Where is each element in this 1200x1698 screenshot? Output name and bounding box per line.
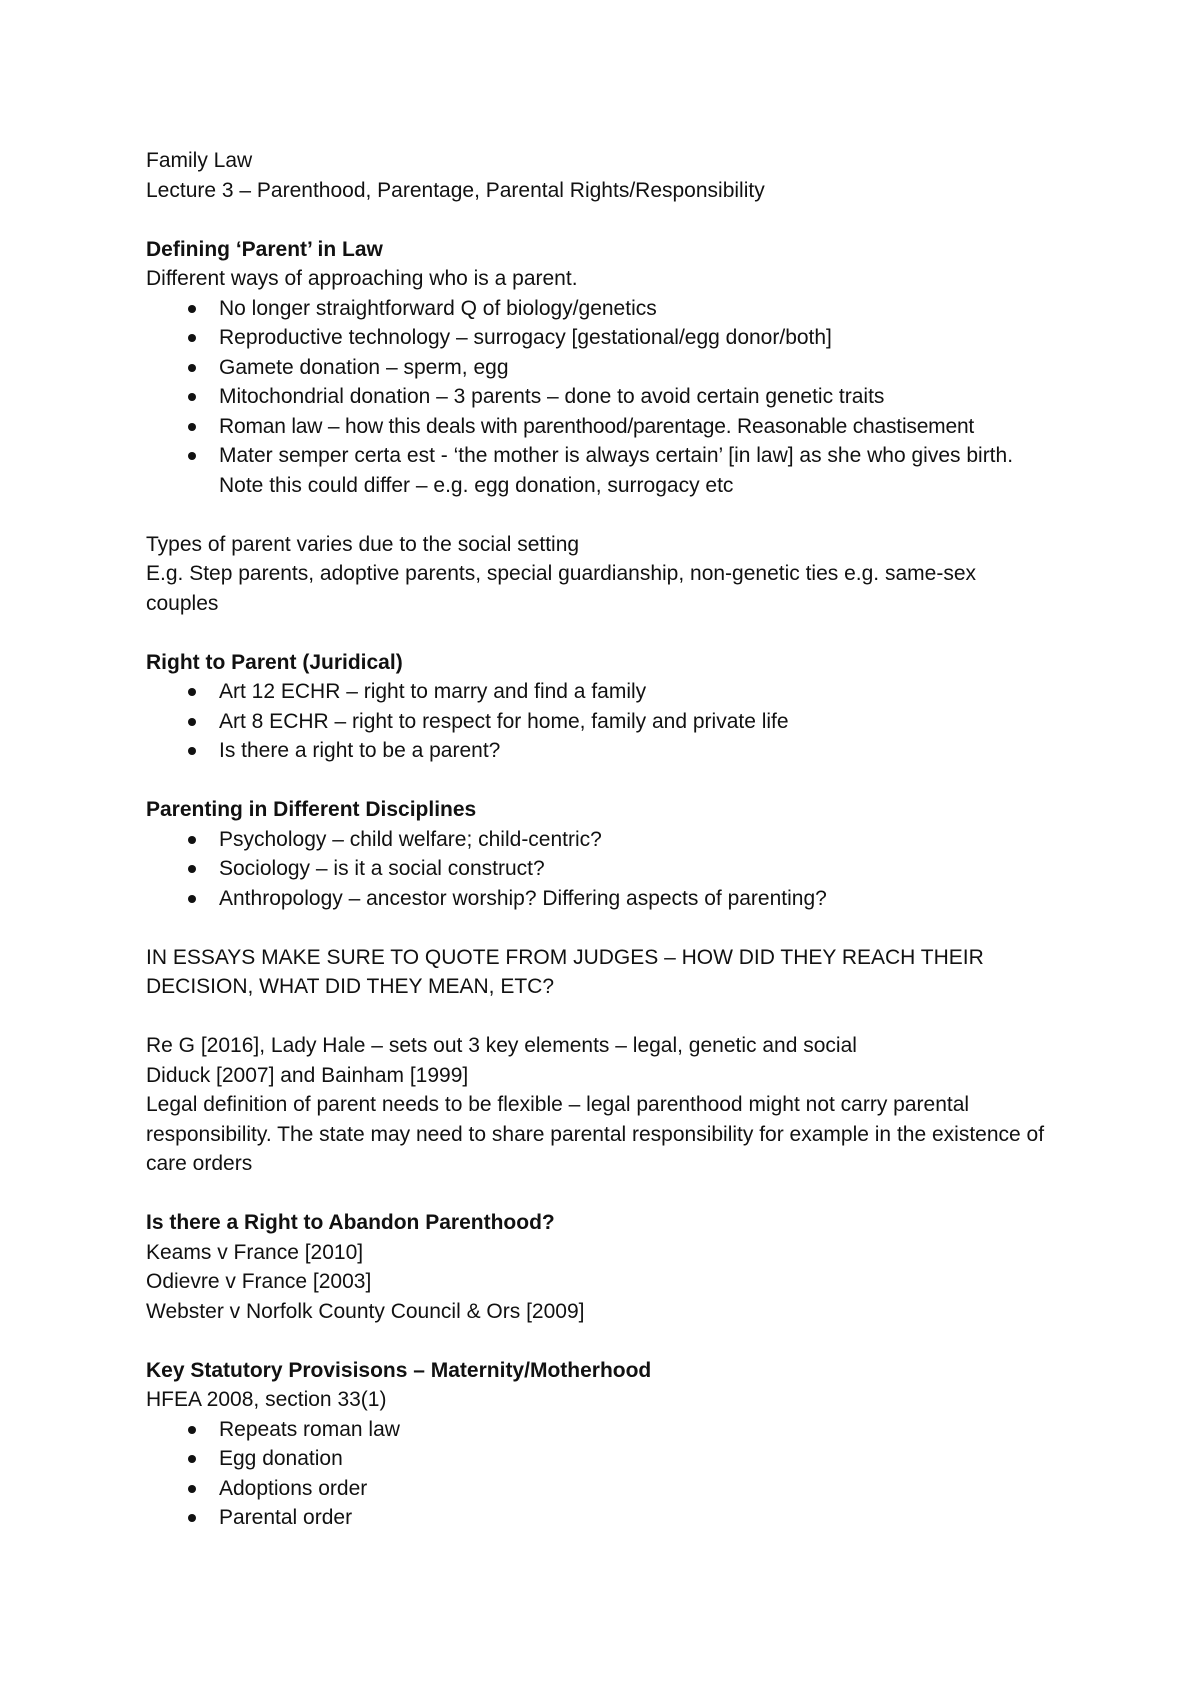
- bullet-icon: [188, 423, 196, 431]
- right-to-parent-bullet-list: [146, 677, 1066, 766]
- document-title: Family Law: [146, 149, 253, 172]
- list-item: Roman law – how this deals with parenthood/parentage. Reasonable chastisement: [146, 412, 1066, 442]
- types-examples: E.g. Step parents, adoptive parents, special guardianship, non-genetic ties e.g. same-sex couples: [146, 562, 976, 615]
- list-item: Mater semper certa est - ‘the mother is always certain’ [in law] as she who gives birth. Note this could differ – e.g. egg donation, surrogacy etc: [146, 441, 1066, 500]
- bullet-icon: [188, 688, 196, 696]
- bullet-icon: [188, 334, 196, 342]
- bullet-icon: [188, 1426, 196, 1434]
- bullet-icon: [188, 865, 196, 873]
- bullet-icon: [188, 836, 196, 844]
- section-heading-right-to-parent: Right to Parent (Juridical): [146, 650, 403, 674]
- list-item: Egg donation: [146, 1444, 1066, 1474]
- document-page: [146, 146, 1066, 1533]
- list-item: Anthropology – ancestor worship? Differing aspects of parenting?: [146, 884, 1066, 914]
- bullet-icon: [188, 393, 196, 401]
- list-item: Mitochondrial donation – 3 parents – done to avoid certain genetic traits: [146, 382, 1066, 412]
- spacer: [146, 500, 1066, 530]
- bullet-icon: [188, 1455, 196, 1463]
- bullet-icon: [188, 452, 196, 460]
- list-item: Psychology – child welfare; child-centric?: [146, 825, 1066, 855]
- lecture-subtitle: Lecture 3 – Parenthood, Parentage, Parental Rights/Responsibility: [146, 178, 765, 202]
- spacer: [146, 1179, 1066, 1209]
- section-heading-defining-parent: Defining ‘Parent’ in Law: [146, 237, 383, 261]
- bullet-icon: [188, 364, 196, 372]
- list-item: No longer straightforward Q of biology/genetics: [146, 294, 1066, 324]
- statutory-intro: HFEA 2008, section 33(1): [146, 1388, 387, 1411]
- case-diduck-bainham: Diduck [2007] and Bainham [1999]: [146, 1063, 469, 1087]
- list-item: Art 8 ECHR – right to respect for home, family and private life: [146, 707, 1066, 737]
- spacer: [146, 618, 1066, 648]
- list-item: Is there a right to be a parent?: [146, 736, 1066, 766]
- spacer: [146, 1326, 1066, 1356]
- section-heading-disciplines: Parenting in Different Disciplines: [146, 798, 477, 821]
- bullet-icon: [188, 747, 196, 755]
- spacer: [146, 1002, 1066, 1032]
- section-heading-statutory: Key Statutory Provisisons – Maternity/Motherhood: [146, 1358, 652, 1382]
- statutory-bullet-list: [146, 1415, 1066, 1533]
- case-re-g: Re G [2016], Lady Hale – sets out 3 key elements – legal, genetic and social: [146, 1034, 857, 1057]
- spacer: [146, 913, 1066, 943]
- essays-note: IN ESSAYS MAKE SURE TO QUOTE FROM JUDGES – HOW DID THEY REACH THEIR DECISION, WHAT DID THEY MEAN, ETC?: [146, 945, 984, 998]
- bullet-icon: [188, 305, 196, 313]
- list-item: Repeats roman law: [146, 1415, 1066, 1445]
- list-item: Parental order: [146, 1503, 1066, 1533]
- list-item: Sociology – is it a social construct?: [146, 854, 1066, 884]
- list-item: Reproductive technology – surrogacy [gestational/egg donor/both]: [146, 323, 1066, 353]
- list-item: Art 12 ECHR – right to marry and find a family: [146, 677, 1066, 707]
- spacer: [146, 205, 1066, 235]
- defining-bullet-list: [146, 294, 1066, 501]
- section-heading-abandon: Is there a Right to Abandon Parenthood?: [146, 1211, 555, 1234]
- bullet-icon: [188, 895, 196, 903]
- case-odievre: Odievre v France [2003]: [146, 1270, 372, 1293]
- disciplines-bullet-list: [146, 825, 1066, 914]
- types-line: Types of parent varies due to the social setting: [146, 532, 580, 556]
- legal-definition-paragraph: Legal definition of parent needs to be flexible – legal parenthood might not carry parental responsibility. The state may need to share parental responsibility for example in the existence of care orders: [146, 1093, 1045, 1175]
- bullet-icon: [188, 718, 196, 726]
- bullet-icon: [188, 1514, 196, 1522]
- spacer: [146, 766, 1066, 796]
- list-item: Gamete donation – sperm, egg: [146, 353, 1066, 383]
- defining-intro: Different ways of approaching who is a parent.: [146, 267, 578, 290]
- list-item: Adoptions order: [146, 1474, 1066, 1504]
- bullet-icon: [188, 1485, 196, 1493]
- case-keams: Keams v France [2010]: [146, 1240, 364, 1264]
- case-webster: Webster v Norfolk County Council & Ors [2009]: [146, 1299, 585, 1323]
